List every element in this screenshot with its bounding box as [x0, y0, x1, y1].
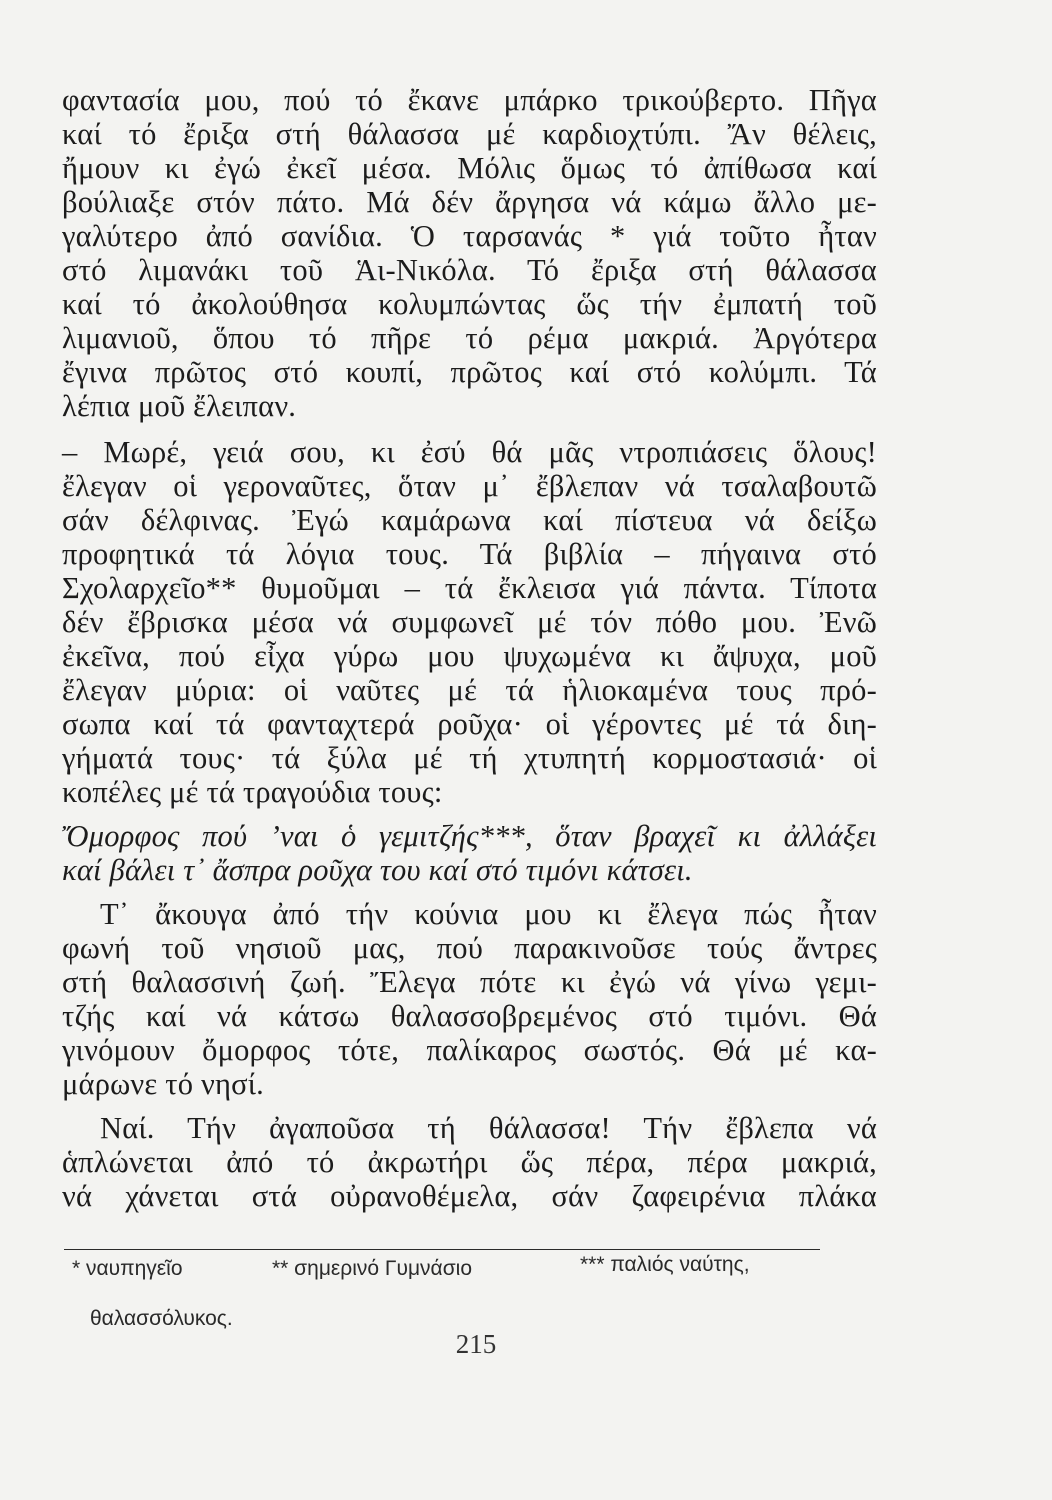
- page-number: 215: [455, 1329, 497, 1359]
- text-line: – Μωρέ, γειά σου, κι ἐσύ θά μᾶς ντροπιάσεις ὅλους!: [62, 435, 877, 469]
- text-line: ἐκεῖνα, πού εἶχα γύρω μου ψυχωμένα κι ἄψυχα, μοῦ: [62, 639, 877, 673]
- footnote-3: *** παλιός ναύτης,: [580, 1253, 750, 1276]
- text-line: προφητικά τά λόγια τους. Τά βιβλία – πήγαινα στό: [62, 537, 877, 571]
- text-line: γαλύτερο ἀπό σανίδια. Ὁ ταρσανάς * γιά τοῦτο ἦταν: [62, 219, 877, 253]
- text-line: ἔγινα πρῶτος στό κουπί, πρῶτος καί στό κολύμπι. Τά: [62, 355, 877, 389]
- text-line: στή θαλασσινή ζωή. Ἔλεγα πότε κι ἐγώ νά γίνω γεμι-: [62, 965, 877, 999]
- text-line: σάν δέλφινας. Ἐγώ καμάρωνα καί πίστευα νά δείξω: [62, 503, 877, 537]
- verse-line: Ὄμορφος πού ’ναι ὁ γεμιτζής***, ὅταν βραχεῖ κι ἀλλάξει: [62, 819, 877, 853]
- text-line: γινόμουν ὄμορφος τότε, παλίκαρος σωστός. Θά μέ κα-: [62, 1033, 877, 1067]
- text-line: λιμανιοῦ, ὅπου τό πῆρε τό ρέμα μακριά. Ἀργότερα: [62, 321, 877, 355]
- text-line: νά χάνεται στά οὐρανοθέμελα, σάν ζαφειρένια πλάκα: [62, 1179, 877, 1213]
- text-line: ἔλεγαν μύρια: οἱ ναῦτες μέ τά ἡλιοκαμένα τους πρό-: [62, 673, 877, 707]
- text-line: ἁπλώνεται ἀπό τό ἀκρωτήρι ὥς πέρα, πέρα μακριά,: [62, 1145, 877, 1179]
- text-line: κοπέλες μέ τά τραγούδια τους:: [62, 775, 443, 809]
- text-line: Σχολαρχεῖο** θυμοῦμαι – τά ἔκλεισα γιά πάντα. Τίποτα: [62, 571, 877, 605]
- text-line: Ναί. Τήν ἀγαποῦσα τή θάλασσα! Τήν ἔβλεπα νά: [100, 1111, 877, 1145]
- text-line: λέπια μοῦ ἔλειπαν.: [62, 389, 297, 423]
- footnote-2: ** σημερινό Γυμνάσιο: [272, 1257, 473, 1280]
- verse-line: καί βάλει τ᾽ ἄσπρα ροῦχα του καί στό τιμόνι κάτσει.: [62, 853, 693, 887]
- text-line: φωνή τοῦ νησιοῦ μας, πού παρακινοῦσε τούς ἄντρες: [62, 931, 877, 965]
- text-line: βούλιαξε στόν πάτο. Μά δέν ἄργησα νά κάμω ἄλλο με-: [62, 185, 877, 219]
- footnote-divider: [64, 1249, 820, 1250]
- text-line: ἔλεγαν οἱ γεροναῦτες, ὅταν μ᾽ ἔβλεπαν νά τσαλαβουτῶ: [62, 469, 877, 503]
- text-line: καί τό ἔριξα στή θάλασσα μέ καρδιοχτύπι. Ἄν θέλεις,: [62, 117, 877, 151]
- text-line: Τ᾽ ἄκουγα ἀπό τήν κούνια μου κι ἔλεγα πώς ἦταν: [100, 897, 877, 931]
- text-line: φαντασία μου, πού τό ἔκανε μπάρκο τρικούβερτο. Πῆγα: [62, 83, 877, 117]
- text-line: δέν ἔβρισκα μέσα νά συμφωνεῖ μέ τόν πόθο μου. Ἐνῶ: [62, 605, 877, 639]
- footnote-1: * ναυπηγεῖο: [72, 1257, 183, 1280]
- text-line: σωπα καί τά φανταχτερά ροῦχα· οἱ γέροντες μέ τά διη-: [62, 707, 877, 741]
- footnote-3-continuation: θαλασσόλυκος.: [90, 1307, 233, 1330]
- text-line: γήματά τους· τά ξύλα μέ τή χτυπητή κορμοστασιά· οἱ: [62, 741, 877, 775]
- text-line: μάρωνε τό νησί.: [62, 1067, 264, 1101]
- text-line: στό λιμανάκι τοῦ Ἁι-Νικόλα. Τό ἔριξα στή θάλασσα: [62, 253, 877, 287]
- text-line: τζής καί νά κάτσω θαλασσοβρεμένος στό τιμόνι. Θά: [62, 999, 877, 1033]
- text-line: καί τό ἀκολούθησα κολυμπώντας ὥς τήν ἐμπατή τοῦ: [62, 287, 877, 321]
- text-line: ἤμουν κι ἐγώ ἐκεῖ μέσα. Μόλις ὅμως τό ἀπίθωσα καί: [62, 151, 877, 185]
